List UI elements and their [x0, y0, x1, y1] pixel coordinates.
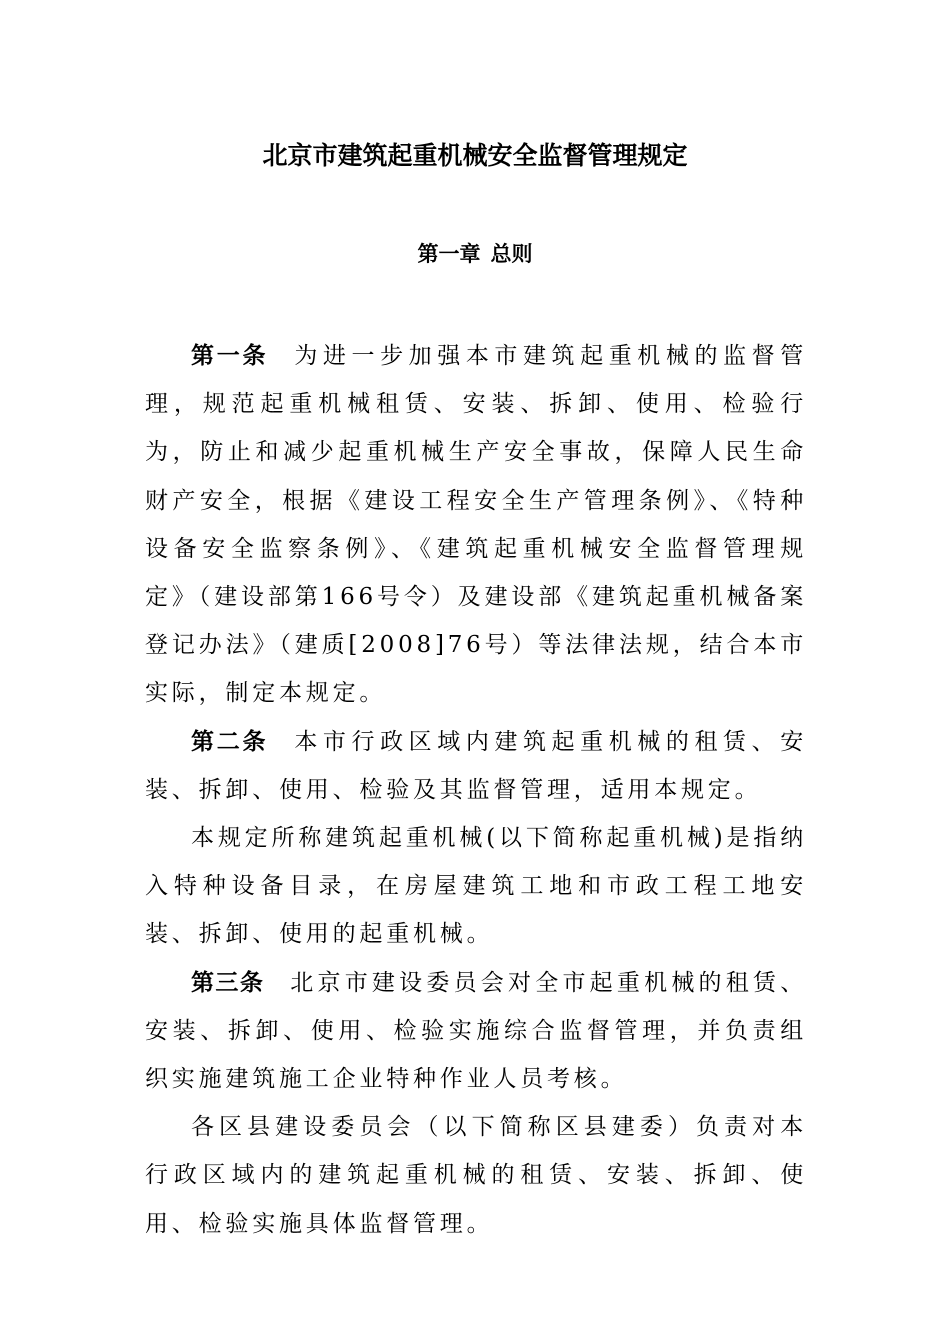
article-2-paragraph-2: 本规定所称建筑起重机械(以下简称起重机械)是指纳入特种设备目录，在房屋建筑工地和市政工程工地安装、拆卸、使用的起重机械。 [145, 825, 807, 948]
article-3 [145, 959, 807, 1104]
article-2 [145, 718, 807, 814]
document-title: 北京市建筑起重机械安全监督管理规定 [262, 141, 688, 170]
article-1-label: 第一条 [191, 343, 269, 369]
article-3-paragraph-2: 各区县建设委员会（以下简称区县建委）负责对本行政区域内的建筑起重机械的租赁、安装、拆卸、使用、检验实施具体监督管理。 [145, 1114, 807, 1237]
document-body [145, 332, 807, 1248]
chapter-heading [0, 238, 950, 270]
chapter-number: 第一章 [417, 242, 481, 266]
article-2-label: 第二条 [191, 728, 269, 755]
article-1 [145, 332, 807, 718]
article-2-text: 本市行政区域内建筑起重机械的租赁、安装、拆卸、使用、检验及其监督管理，适用本规定。 [145, 728, 807, 803]
article-1-text: 为进一步加强本市建筑起重机械的监督管理，规范起重机械租赁、安装、拆卸、使用、检验行为，防止和减少起重机械生产安全事故，保障人民生命财产安全，根据《建设工程安全生产管理条例》、《特种设备安全监察条例》、《建筑起重机械安全监督管理规定》（建设部第166号令）及建设部《建筑起重机械备案登记办法》（建质[2008]76号）等法律法规，结合本市实际，制定本规定。 [145, 343, 807, 707]
article-3-text: 北京市建设委员会对全市起重机械的租赁、安装、拆卸、使用、检验实施综合监督管理，并负责组织实施建筑施工企业特种作业人员考核。 [145, 969, 808, 1093]
chapter-name: 总则 [490, 242, 533, 266]
article-3-label: 第三条 [191, 969, 265, 996]
